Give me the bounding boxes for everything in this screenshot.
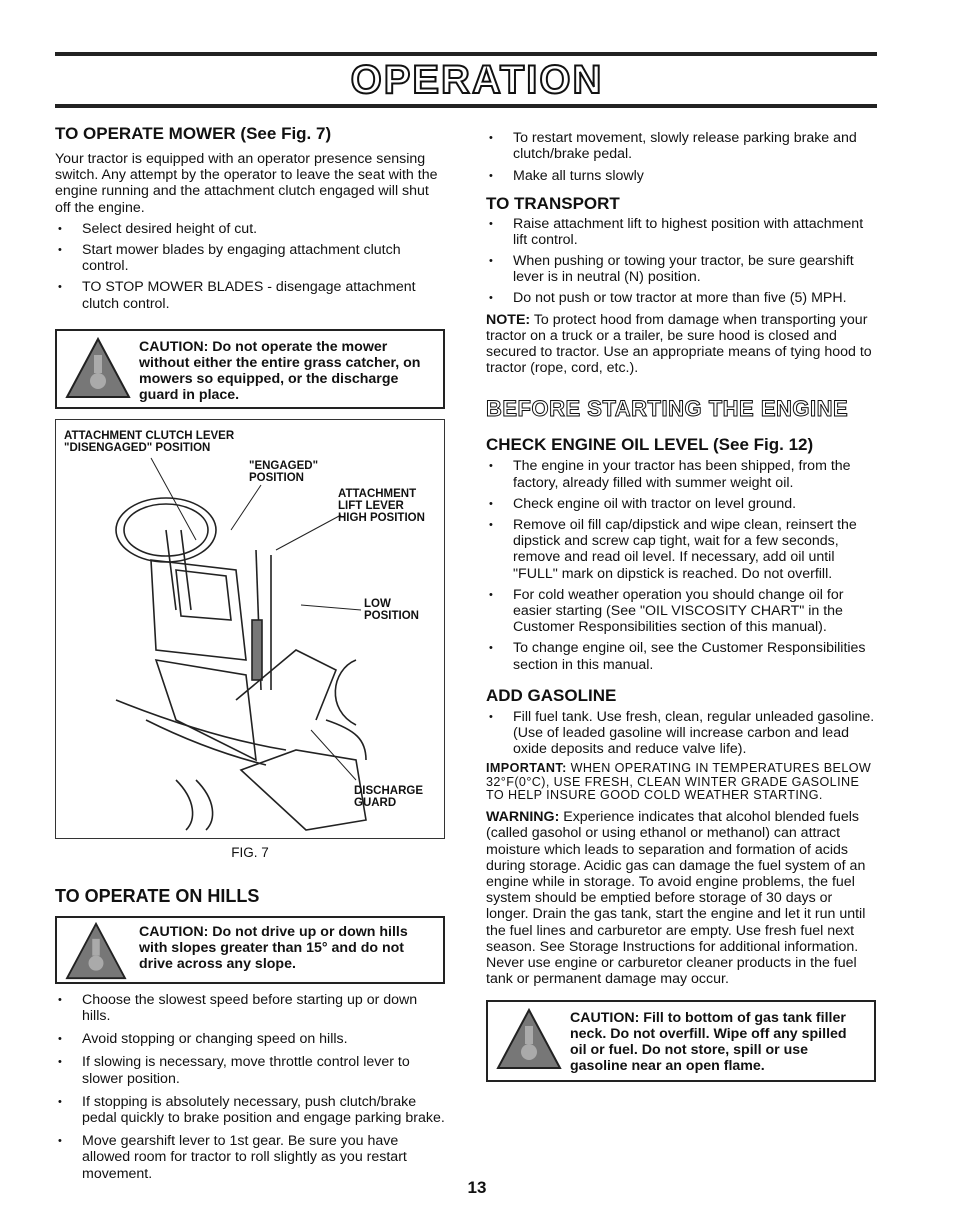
list-item: • Do not push or tow tractor at more than five (5) MPH. [486, 290, 878, 306]
important-text: WHEN OPERATING IN TEMPERATURES BELOW 32°F(0°C), USE FRESH, CLEAN WINTER GRADE GASOLINE TO HELP INSURE GOOD COLD WEATHER STARTING. [486, 761, 872, 802]
mower-intro: Your tractor is equipped with an operator presence sensing switch. Any attempt by the operator to leave the seat with the engine running and the attachment clutch engaged will shut off the engine. [55, 151, 438, 216]
hills-heading: TO OPERATE ON HILLS [55, 885, 260, 906]
figure-7 [55, 419, 445, 839]
transport-heading: TO TRANSPORT [486, 193, 620, 213]
warning-triangle-icon [65, 337, 131, 399]
list-item: • Start mower blades by engaging attachment clutch control. [55, 242, 445, 274]
label-low-position: LOW POSITION [364, 597, 419, 622]
important-label: IMPORTANT: [486, 761, 567, 776]
list-item: • If slowing is necessary, move throttle control lever to slower position. [55, 1054, 445, 1086]
before-starting-heading: BEFORE STARTING THE ENGINE [486, 396, 849, 422]
gasoline-heading: ADD GASOLINE [486, 685, 617, 705]
list-item: • Fill fuel tank. Use fresh, clean, regular unleaded gasoline. (Use of leaded gasoline will increase carbon and lead oxide deposits and reduce valve life). [486, 709, 878, 758]
gasoline-caution-box [486, 1000, 876, 1082]
list-item: • TO STOP MOWER BLADES - disengage attachment clutch control. [55, 279, 445, 311]
warning-label: WARNING: [486, 809, 560, 826]
list-item: • To change engine oil, see the Customer Responsibilities section in this manual. [486, 640, 878, 672]
list-item: • Raise attachment lift to highest position with attachment lift control. [486, 216, 878, 248]
note-label: NOTE: [486, 311, 531, 328]
warning-triangle-icon [496, 1008, 562, 1070]
warning-triangle-icon [65, 922, 127, 980]
label-attachment-lift-lever: ATTACHMENT LIFT LEVER HIGH POSITION [338, 487, 425, 524]
list-item: • If stopping is absolutely necessary, push clutch/brake pedal quickly to brake position and engage parking brake. [55, 1094, 445, 1126]
hills-bullets [55, 992, 445, 1182]
mower-heading: TO OPERATE MOWER (See Fig. 7) [55, 124, 332, 143]
figure-caption: FIG. 7 [231, 844, 269, 860]
list-item: • For cold weather operation you should change oil for easier starting (See "OIL VISCOSITY CHART" in the Customer Responsibilities section of this manual). [486, 587, 878, 636]
list-item: • Check engine oil with tractor on level ground. [486, 496, 878, 512]
title-underline-rule [55, 104, 877, 108]
mower-bullets [55, 221, 445, 312]
label-attachment-clutch-lever: ATTACHMENT CLUTCH LEVER "DISENGAGED" POSITION [64, 429, 235, 454]
oil-bullets [486, 458, 878, 672]
list-item: • Avoid stopping or changing speed on hills. [55, 1031, 445, 1047]
gasoline-caution-text: CAUTION: Fill to bottom of gas tank filler neck. Do not overfill. Wipe off any spilled oil or fuel. Do not store, spill or use gasoline near an open flame. [570, 1010, 847, 1075]
warning-text: Experience indicates that alcohol blended fuels (called gasohol or using ethanol or methanol) can attract moisture which leads to separation and formation of acids during storage. Acidic gas can damage the fuel system of an engine while in storage. To avoid engine problems, the fuel system should be emptied before storage of 30 days or longer. Drain the gas tank, start the engine and let it run until the fuel lines and carburetor are empty. Use fresh fuel next season. See Storage Instructions for additional information. Never use engine or carburetor cleaner products in the fuel tank or permanent damage may occur. [486, 809, 866, 988]
transport-bullets [486, 216, 878, 307]
warning-paragraph [486, 809, 878, 987]
continued-bullets [486, 130, 878, 185]
right-column [486, 124, 878, 1082]
label-discharge-guard: DISCHARGE GUARD [354, 784, 424, 809]
list-item: • Select desired height of cut. [55, 221, 445, 237]
note-text: To protect hood from damage when transporting your tractor on a truck or a trailer, be sure hood is closed and secured to tractor. Use an appropriate means of tying hood to tractor (rope, cord, etc.). [486, 311, 872, 377]
hills-caution-text: CAUTION: Do not drive up or down hills with slopes greater than 15° and do not drive across any slope. [139, 923, 408, 972]
page-number: 13 [467, 1178, 487, 1197]
oil-heading: CHECK ENGINE OIL LEVEL (See Fig. 12) [486, 435, 814, 455]
transport-note [486, 312, 878, 377]
list-item: • Remove oil fill cap/dipstick and wipe clean, reinsert the dipstick and screw cap tight, wait for a few seconds, remove and read oil level. If necessary, add oil until "FULL" mark on dipstick is reached. Do not overfill. [486, 517, 878, 582]
list-item: • The engine in your tractor has been shipped, from the factory, already filled with summer weight oil. [486, 458, 878, 490]
mower-caution-text: CAUTION: Do not operate the mower without either the entire grass catcher, on mowers so equipped, or the discharge guard in place. [139, 338, 421, 403]
label-engaged-position: "ENGAGED" POSITION [249, 459, 319, 484]
gasoline-bullets [486, 709, 878, 758]
mower-caution-box [55, 329, 445, 409]
page-title: OPERATION [350, 58, 604, 102]
list-item: • When pushing or towing your tractor, be sure gearshift lever is in neutral (N) position. [486, 253, 878, 285]
list-item: • Choose the slowest speed before starting up or down hills. [55, 992, 445, 1024]
left-column [55, 124, 445, 1182]
hills-caution-box [55, 916, 445, 984]
important-note [486, 762, 878, 802]
list-item: • Move gearshift lever to 1st gear. Be sure you have allowed room for tractor to roll slightly as you restart movement. [55, 1133, 445, 1182]
list-item: • Make all turns slowly [486, 168, 878, 184]
list-item: • To restart movement, slowly release parking brake and clutch/brake pedal. [486, 130, 878, 162]
